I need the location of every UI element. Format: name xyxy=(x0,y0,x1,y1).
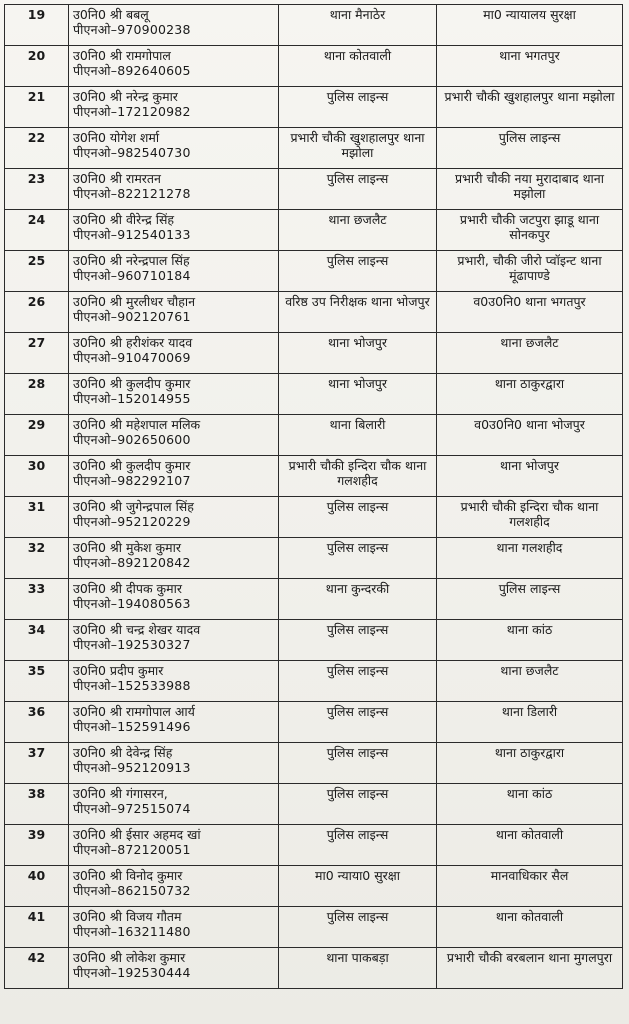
officer-name: उ0नि0 श्री मुकेश कुमार xyxy=(73,540,181,555)
new-posting: थाना ठाकुरद्वारा xyxy=(437,743,623,784)
officer-cell xyxy=(69,825,279,866)
current-posting: थाना कुन्दरकी xyxy=(279,579,437,620)
new-posting: प्रभारी चौकी जटपुरा झाडू थाना सोनकपुर xyxy=(437,210,623,251)
table-row xyxy=(5,907,623,948)
table-row xyxy=(5,5,623,46)
officer-pno: पीएनओ–192530327 xyxy=(73,637,191,652)
current-posting: पुलिस लाइन्स xyxy=(279,538,437,579)
new-posting: थाना डिलारी xyxy=(437,702,623,743)
current-posting: थाना मैनाठेर xyxy=(279,5,437,46)
officer-cell xyxy=(69,497,279,538)
serial-number: 30 xyxy=(5,456,69,497)
officer-pno: पीएनओ–892120842 xyxy=(73,555,191,570)
new-posting: थाना छजलैट xyxy=(437,333,623,374)
current-posting: थाना भोजपुर xyxy=(279,374,437,415)
table-row xyxy=(5,251,623,292)
new-posting: थाना भगतपुर xyxy=(437,46,623,87)
officer-cell xyxy=(69,374,279,415)
table-row xyxy=(5,87,623,128)
officer-pno: पीएनओ–892640605 xyxy=(73,63,191,78)
serial-number: 32 xyxy=(5,538,69,579)
officer-cell xyxy=(69,210,279,251)
new-posting: पुलिस लाइन्स xyxy=(437,579,623,620)
serial-number: 25 xyxy=(5,251,69,292)
officer-pno: पीएनओ–982292107 xyxy=(73,473,191,488)
current-posting: पुलिस लाइन्स xyxy=(279,702,437,743)
table-row xyxy=(5,702,623,743)
officer-pno: पीएनओ–952120229 xyxy=(73,514,191,529)
serial-number: 41 xyxy=(5,907,69,948)
serial-number: 19 xyxy=(5,5,69,46)
officer-pno: पीएनओ–192530444 xyxy=(73,965,191,980)
table-row xyxy=(5,210,623,251)
officer-name: उ0नि0 श्री विजय गौतम xyxy=(73,909,182,924)
table-row xyxy=(5,46,623,87)
current-posting: प्रभारी चौकी इन्दिरा चौक थाना गलशहीद xyxy=(279,456,437,497)
serial-number: 31 xyxy=(5,497,69,538)
new-posting: थाना भोजपुर xyxy=(437,456,623,497)
officer-cell xyxy=(69,251,279,292)
new-posting: थाना छजलैट xyxy=(437,661,623,702)
current-posting: थाना पाकबड़ा xyxy=(279,948,437,989)
officer-cell xyxy=(69,87,279,128)
new-posting: पुलिस लाइन्स xyxy=(437,128,623,169)
current-posting: थाना बिलारी xyxy=(279,415,437,456)
table-row xyxy=(5,292,623,333)
officer-name: उ0नि0 श्री रामरतन xyxy=(73,171,161,186)
officer-cell xyxy=(69,415,279,456)
new-posting: प्रभारी, चौकी जीरो प्वॉइन्ट थाना मूंढापाण्डे xyxy=(437,251,623,292)
serial-number: 27 xyxy=(5,333,69,374)
officer-name: उ0नि0 श्री नरेन्द्रपाल सिंह xyxy=(73,253,190,268)
officer-cell xyxy=(69,456,279,497)
new-posting: थाना गलशहीद xyxy=(437,538,623,579)
table-row xyxy=(5,456,623,497)
officer-pno: पीएनओ–872120051 xyxy=(73,842,191,857)
officer-pno: पीएनओ–982540730 xyxy=(73,145,191,160)
table-row xyxy=(5,415,623,456)
officer-pno: पीएनओ–194080563 xyxy=(73,596,191,611)
serial-number: 24 xyxy=(5,210,69,251)
current-posting: पुलिस लाइन्स xyxy=(279,620,437,661)
officer-cell xyxy=(69,46,279,87)
current-posting: पुलिस लाइन्स xyxy=(279,251,437,292)
officer-cell xyxy=(69,538,279,579)
table-row xyxy=(5,661,623,702)
current-posting: प्रभारी चौकी खुशहालपुर थाना मझोला xyxy=(279,128,437,169)
serial-number: 26 xyxy=(5,292,69,333)
new-posting: थाना कोतवाली xyxy=(437,825,623,866)
table-row xyxy=(5,538,623,579)
officer-pno: पीएनओ–172120982 xyxy=(73,104,191,119)
officer-name: उ0नि0 श्री रामगोपाल xyxy=(73,48,171,63)
current-posting: थाना कोतवाली xyxy=(279,46,437,87)
officer-name: उ0नि0 श्री रामगोपाल आर्य xyxy=(73,704,195,719)
officer-cell xyxy=(69,292,279,333)
current-posting: पुलिस लाइन्स xyxy=(279,87,437,128)
current-posting: पुलिस लाइन्स xyxy=(279,661,437,702)
officer-name: उ0नि0 श्री चन्द्र शेखर यादव xyxy=(73,622,201,637)
table-row xyxy=(5,169,623,210)
serial-number: 29 xyxy=(5,415,69,456)
new-posting: प्रभारी चौकी बरबलान थाना मुगलपुरा xyxy=(437,948,623,989)
new-posting: थाना कांठ xyxy=(437,784,623,825)
serial-number: 22 xyxy=(5,128,69,169)
transfer-table-body xyxy=(5,5,623,989)
table-row xyxy=(5,374,623,415)
officer-cell xyxy=(69,661,279,702)
table-row xyxy=(5,620,623,661)
serial-number: 36 xyxy=(5,702,69,743)
officer-pno: पीएनओ–152014955 xyxy=(73,391,191,406)
serial-number: 34 xyxy=(5,620,69,661)
officer-name: उ0नि0 श्री वीरेन्द्र सिंह xyxy=(73,212,175,227)
new-posting: थाना ठाकुरद्वारा xyxy=(437,374,623,415)
serial-number: 33 xyxy=(5,579,69,620)
officer-name: उ0नि0 श्री बबलू xyxy=(73,7,149,22)
officer-cell xyxy=(69,5,279,46)
officer-cell xyxy=(69,169,279,210)
officer-name: उ0नि0 प्रदीप कुमार xyxy=(73,663,164,678)
current-posting: पुलिस लाइन्स xyxy=(279,907,437,948)
officer-name: उ0नि0 श्री कुलदीप कुमार xyxy=(73,376,191,391)
officer-name: उ0नि0 श्री गंगासरन, xyxy=(73,786,168,801)
serial-number: 42 xyxy=(5,948,69,989)
serial-number: 39 xyxy=(5,825,69,866)
officer-pno: पीएनओ–972515074 xyxy=(73,801,191,816)
officer-name: उ0नि0 श्री दीपक कुमार xyxy=(73,581,182,596)
serial-number: 20 xyxy=(5,46,69,87)
table-row xyxy=(5,333,623,374)
transfer-table xyxy=(4,4,623,989)
serial-number: 23 xyxy=(5,169,69,210)
current-posting: थाना भोजपुर xyxy=(279,333,437,374)
officer-name: उ0नि0 श्री हरीशंकर यादव xyxy=(73,335,193,350)
officer-name: उ0नि0 श्री महेशपाल मलिक xyxy=(73,417,201,432)
officer-pno: पीएनओ–152591496 xyxy=(73,719,191,734)
table-row xyxy=(5,866,623,907)
officer-name: उ0नि0 श्री विनोद कुमार xyxy=(73,868,183,883)
table-row xyxy=(5,948,623,989)
officer-name: उ0नि0 श्री लोकेश कुमार xyxy=(73,950,186,965)
table-row xyxy=(5,128,623,169)
serial-number: 28 xyxy=(5,374,69,415)
new-posting: प्रभारी चौकी खुशहालपुर थाना मझोला xyxy=(437,87,623,128)
officer-pno: पीएनओ–163211480 xyxy=(73,924,191,939)
officer-cell xyxy=(69,784,279,825)
officer-cell xyxy=(69,620,279,661)
officer-pno: पीएनओ–952120913 xyxy=(73,760,191,775)
new-posting: व0उ0नि0 थाना भगतपुर xyxy=(437,292,623,333)
officer-pno: पीएनओ–970900238 xyxy=(73,22,191,37)
new-posting: व0उ0नि0 थाना भोजपुर xyxy=(437,415,623,456)
new-posting: मानवाधिकार सैल xyxy=(437,866,623,907)
officer-name: उ0नि0 श्री मुरलीधर चौहान xyxy=(73,294,196,309)
new-posting: प्रभारी चौकी इन्दिरा चौक थाना गलशहीद xyxy=(437,497,623,538)
officer-cell xyxy=(69,579,279,620)
new-posting: थाना कांठ xyxy=(437,620,623,661)
officer-cell xyxy=(69,907,279,948)
officer-cell xyxy=(69,702,279,743)
officer-cell xyxy=(69,333,279,374)
officer-pno: पीएनओ–960710184 xyxy=(73,268,191,283)
serial-number: 21 xyxy=(5,87,69,128)
current-posting: पुलिस लाइन्स xyxy=(279,497,437,538)
officer-cell xyxy=(69,948,279,989)
officer-pno: पीएनओ–152533988 xyxy=(73,678,191,693)
officer-cell xyxy=(69,866,279,907)
officer-name: उ0नि0 श्री देवेन्द्र सिंह xyxy=(73,745,173,760)
table-row xyxy=(5,825,623,866)
serial-number: 38 xyxy=(5,784,69,825)
table-row xyxy=(5,579,623,620)
new-posting: मा0 न्यायालय सुरक्षा xyxy=(437,5,623,46)
current-posting: थाना छजलैट xyxy=(279,210,437,251)
officer-name: उ0नि0 श्री ईसार अहमद खां xyxy=(73,827,201,842)
serial-number: 37 xyxy=(5,743,69,784)
current-posting: पुलिस लाइन्स xyxy=(279,743,437,784)
officer-name: उ0नि0 योगेश शर्मा xyxy=(73,130,160,145)
officer-pno: पीएनओ–902650600 xyxy=(73,432,191,447)
table-row xyxy=(5,743,623,784)
new-posting: प्रभारी चौकी नया मुरादाबाद थाना मझोला xyxy=(437,169,623,210)
table-row xyxy=(5,784,623,825)
officer-pno: पीएनओ–910470069 xyxy=(73,350,191,365)
officer-pno: पीएनओ–912540133 xyxy=(73,227,191,242)
current-posting: पुलिस लाइन्स xyxy=(279,825,437,866)
current-posting: मा0 न्याया0 सुरक्षा xyxy=(279,866,437,907)
new-posting: थाना कोतवाली xyxy=(437,907,623,948)
current-posting: पुलिस लाइन्स xyxy=(279,784,437,825)
officer-pno: पीएनओ–822121278 xyxy=(73,186,191,201)
officer-pno: पीएनओ–902120761 xyxy=(73,309,191,324)
officer-name: उ0नि0 श्री कुलदीप कुमार xyxy=(73,458,191,473)
officer-name: उ0नि0 श्री नरेन्द्र कुमार xyxy=(73,89,178,104)
officer-pno: पीएनओ–862150732 xyxy=(73,883,191,898)
current-posting: पुलिस लाइन्स xyxy=(279,169,437,210)
current-posting: वरिष्ठ उप निरीक्षक थाना भोजपुर xyxy=(279,292,437,333)
officer-name: उ0नि0 श्री जुगेन्द्रपाल सिंह xyxy=(73,499,194,514)
serial-number: 40 xyxy=(5,866,69,907)
serial-number: 35 xyxy=(5,661,69,702)
officer-cell xyxy=(69,128,279,169)
table-row xyxy=(5,497,623,538)
officer-cell xyxy=(69,743,279,784)
